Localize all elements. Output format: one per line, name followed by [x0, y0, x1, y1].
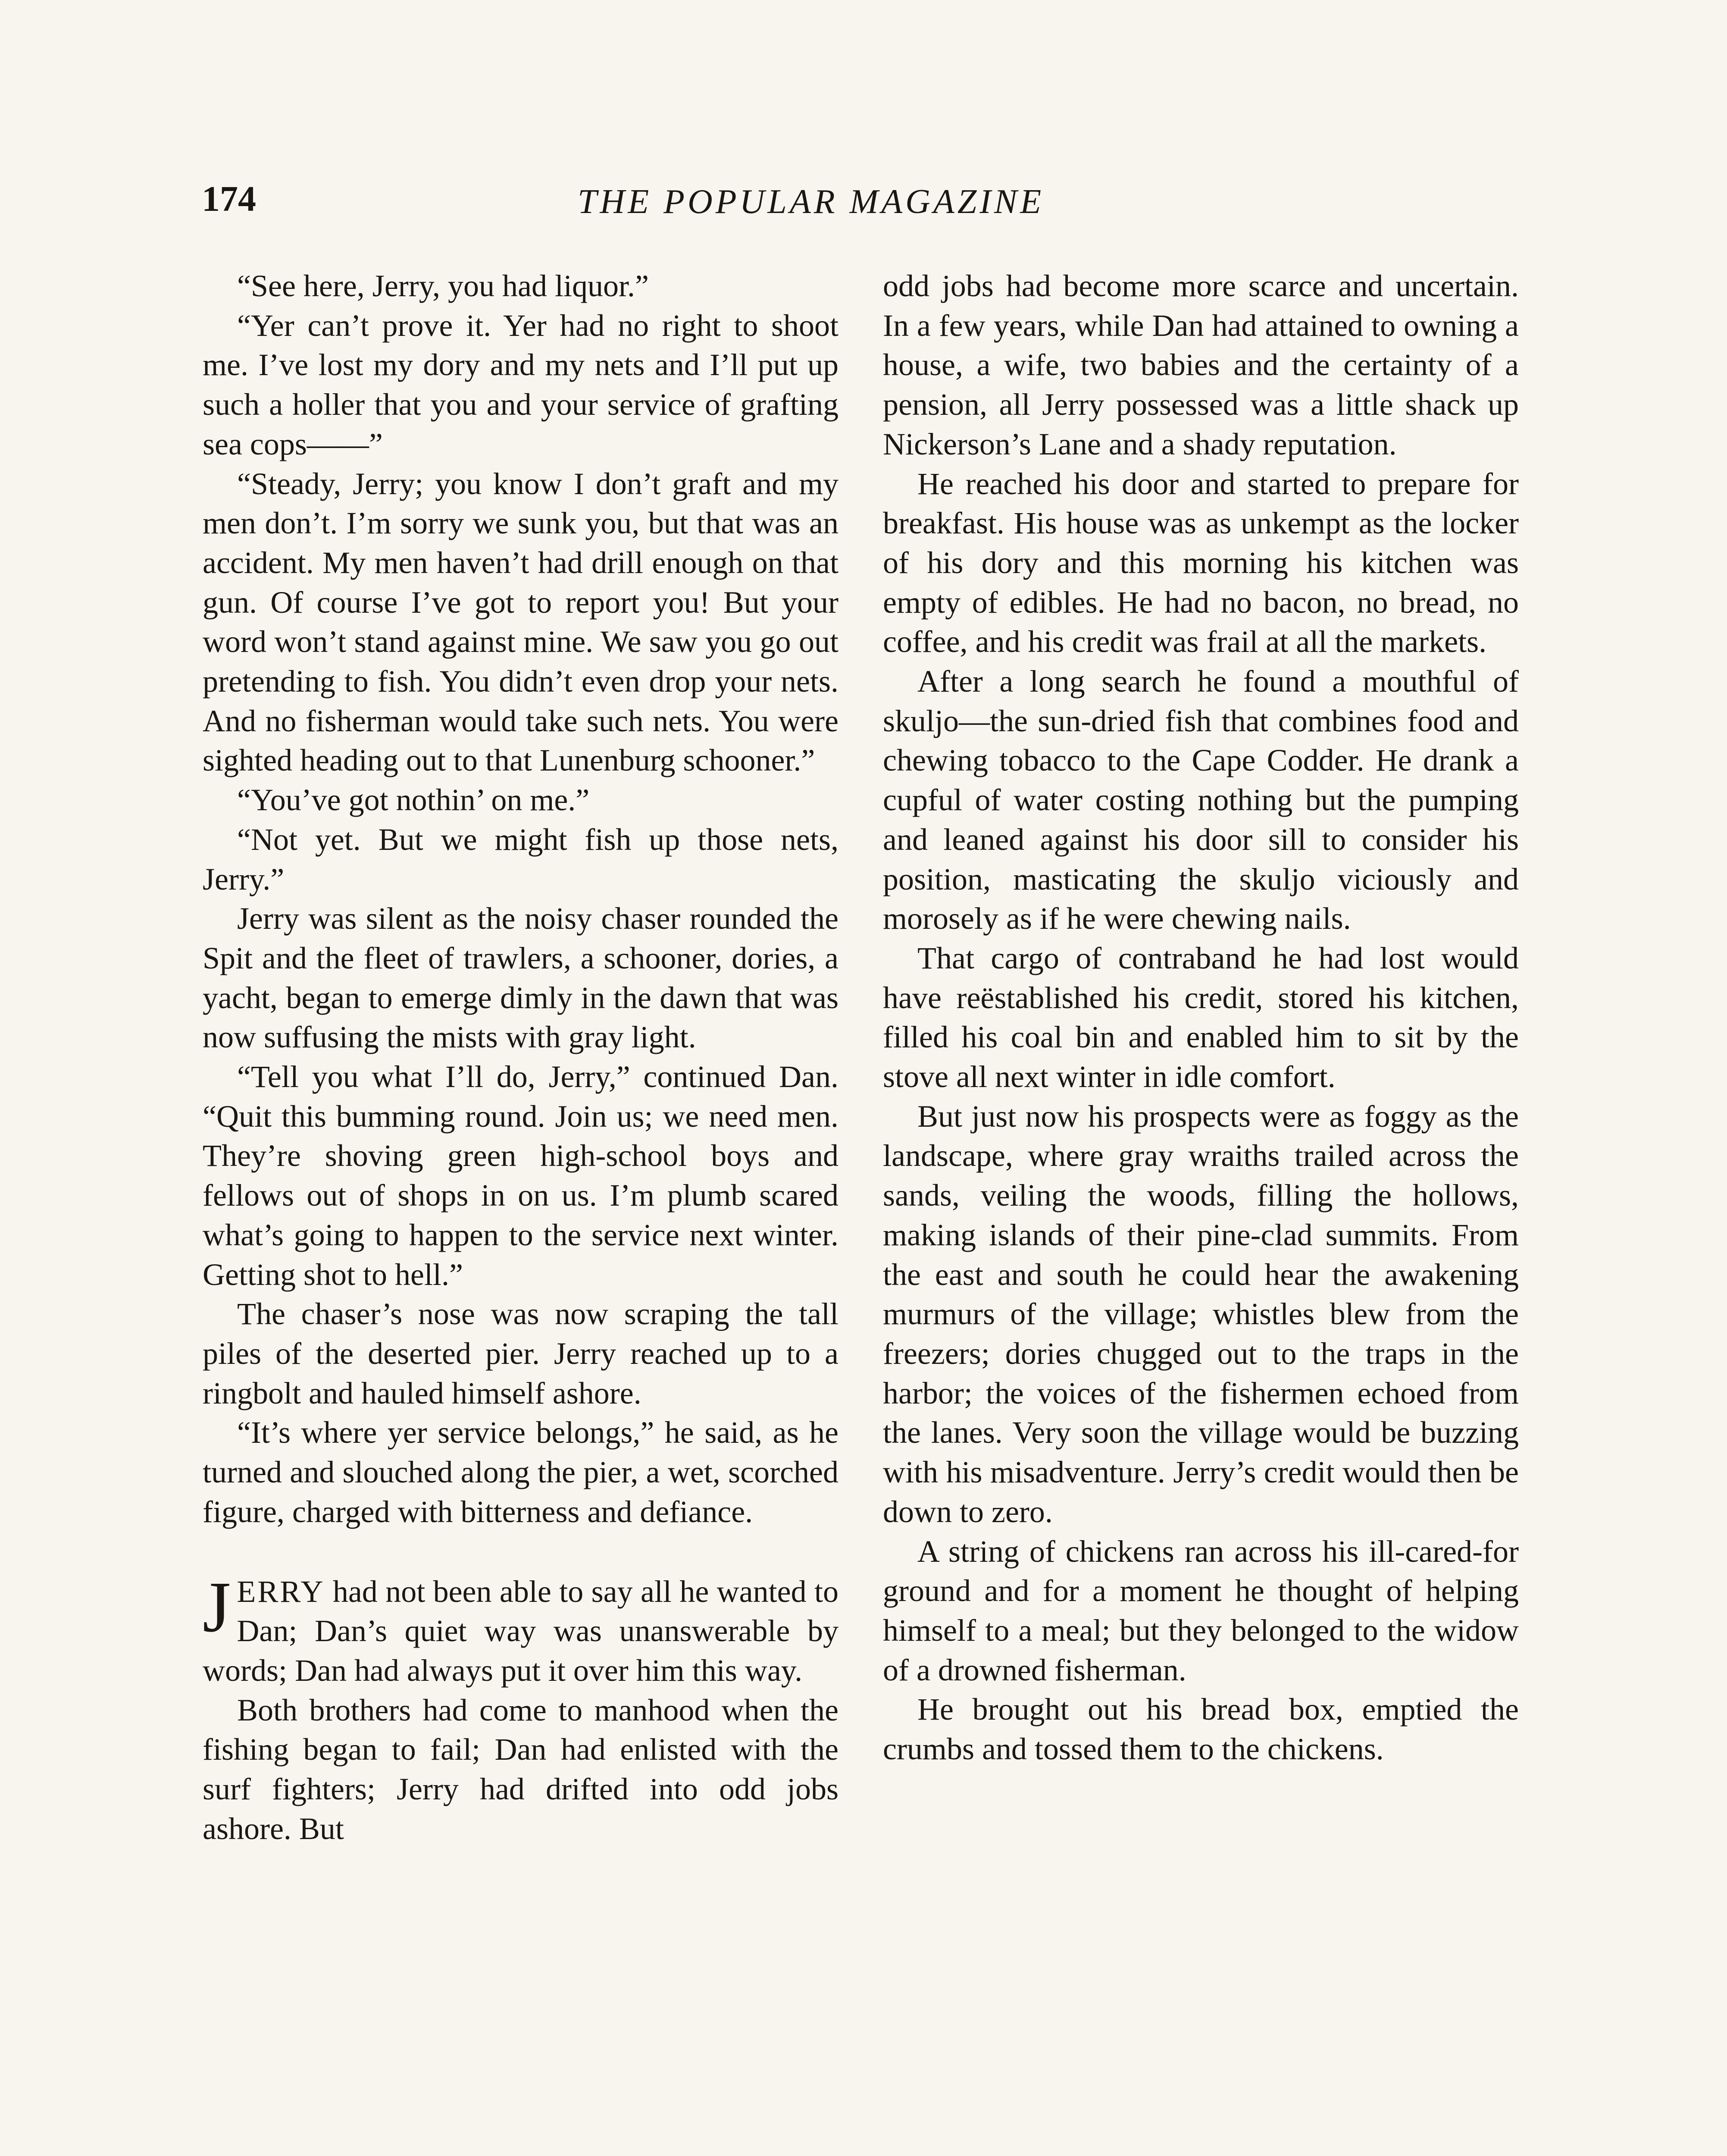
- paragraph: He reached his door and started to prepare for breakfast. His house was as unkempt as the locker of his dory and this morning his kitchen was empty of edibles. He had no bacon, no bread, no coffee, and his credit was frail at all the markets.: [883, 466, 1519, 659]
- paragraph: “Not yet. But we might fish up those nets, Jerry.”: [203, 822, 838, 896]
- paragraph: “Tell you what I’ll do, Jerry,” continued Dan. “Quit this bumming round. Join us; we need men. They’re shoving green high-school boys and fellows out of shops in on us. I’m plumb scared what’s going to happen to the service next winter. Getting shot to hell.”: [203, 1059, 838, 1292]
- section-opening-paragraph: [203, 1567, 838, 1691]
- paragraph: Both brothers had come to manhood when the fishing began to fail; Dan had enlisted with the surf fighters; Jerry had drifted into odd jobs ashore. But: [203, 1692, 838, 1846]
- running-title: THE POPULAR MAGAZINE: [578, 183, 1045, 221]
- paragraph: The chaser’s nose was now scraping the tall piles of the deserted pier. Jerry reached up to a ringbolt and hauled himself ashore.: [203, 1297, 838, 1410]
- continued-paragraph: odd jobs had become more scarce and uncertain. In a few years, while Dan had attained to owning a house, a wife, two babies and the certainty of a pension, all Jerry possessed was a little shack up Nickerson’s Lane and a shady reputation.: [883, 269, 1519, 461]
- paragraph: “You’ve got nothin’ on me.”: [237, 783, 590, 818]
- left-column: [203, 266, 838, 1849]
- paragraph: “It’s where yer service belongs,” he said, as he turned and slouched along the pier, a wet, scorched figure, charged with bitterness and defiance.: [203, 1415, 838, 1529]
- paragraph: “Yer can’t prove it. Yer had no right to shoot me. I’ve lost my dory and my nets and I’ll put up such a holler that you and your service of grafting sea cops——”: [203, 308, 838, 461]
- right-column: [883, 266, 1519, 1769]
- drop-cap: J: [203, 1567, 231, 1647]
- section-text: had not been able to say all he wanted to Dan; Dan’s quiet way was unanswerable by words; Dan had always put it over him this way.: [203, 1574, 838, 1688]
- page-number: 174: [202, 179, 256, 219]
- paragraph: A string of chickens ran across his ill-cared-for ground and for a moment he thought of helping himself to a meal; but they belonged to the widow of a drowned fisherman.: [883, 1534, 1519, 1687]
- paragraph: After a long search he found a mouthful of skuljo—the sun-dried fish that combines food and chewing tobacco to the Cape Codder. He drank a cupful of water costing nothing but the pumping and leaned against his door sill to consider his position, masticating the skuljo viciously and morosely as if he were chewing nails.: [883, 664, 1519, 936]
- paragraph: But just now his prospects were as foggy as the landscape, where gray wraiths trailed across the sands, veiling the woods, filling the hollows, making islands of their pine-clad summits. From the east and south he could hear the awakening murmurs of the village; whistles blew from the freezers; dories chugged out to the traps in the harbor; the voices of the fishermen echoed from the lanes. Very soon the village would be buzzing with his misadventure. Jerry’s credit would then be down to zero.: [883, 1099, 1519, 1529]
- paragraph: “See here, Jerry, you had liquor.”: [237, 269, 649, 303]
- paragraph: He brought out his bread box, emptied the crumbs and tossed them to the chickens.: [883, 1692, 1519, 1767]
- paragraph: “Steady, Jerry; you know I don’t graft and my men don’t. I’m sorry we sunk you, but that was an accident. My men haven’t had drill enough on that gun. Of course I’ve got to report you! But your word won’t stand against mine. We saw you go out pretending to fish. You didn’t even drop your nets. And no fisherman would take such nets. You were sighted heading out to that Lunenburg schooner.”: [203, 466, 838, 778]
- paragraph: Jerry was silent as the noisy chaser rounded the Spit and the fleet of trawlers, a schooner, dories, a yacht, began to emerge dimly in the dawn that was now suffusing the mists with gray light.: [203, 901, 838, 1055]
- paragraph: That cargo of contraband he had lost would have reëstablished his credit, stored his kitchen, filled his coal bin and enabled him to sit by the stove all next winter in idle comfort.: [883, 940, 1519, 1094]
- small-caps-lead: ERRY: [237, 1574, 325, 1609]
